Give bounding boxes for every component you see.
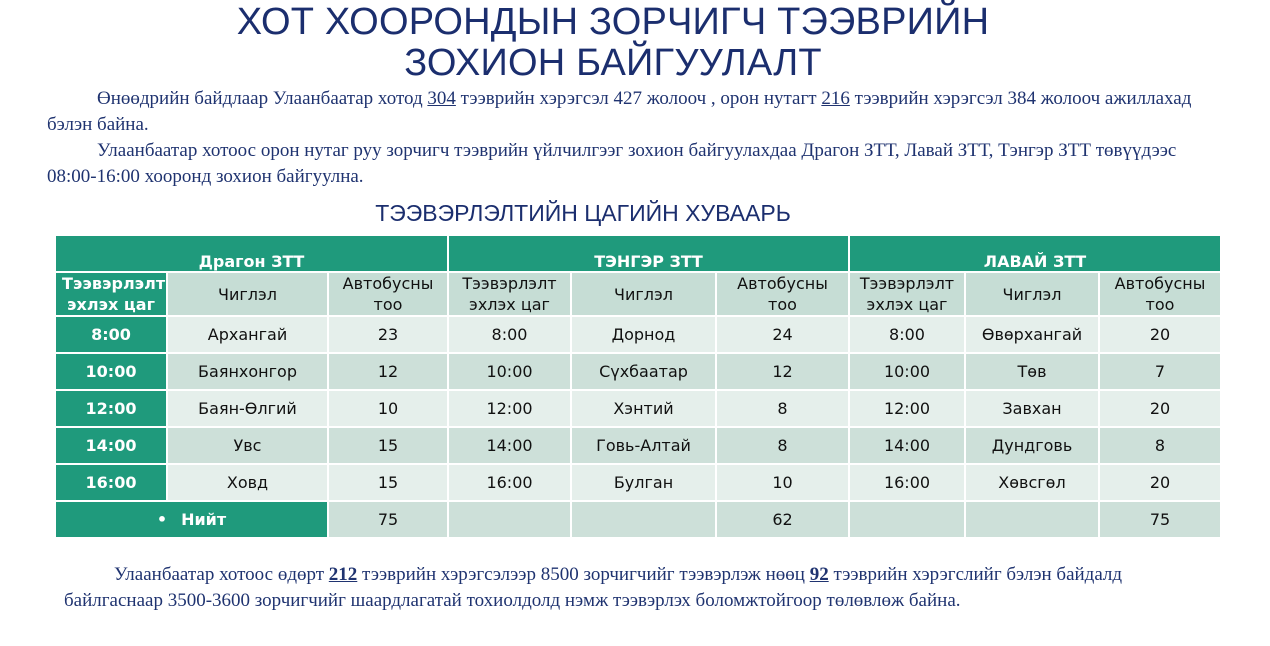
tenger-count-cell: 12 [716, 353, 849, 390]
outro-text-c: тээврийн хэрэгслийг бэлэн байдалд байлгаснаар 3500-3600 зорчигчийг шаардлагатай тохиолдолд нэмж тээвэрлэх боломжтойгоор төлөвлөж байна. [64, 564, 1123, 611]
dragon-time-cell: 14:00 [55, 427, 167, 464]
table-row [55, 316, 1221, 353]
schedule-table [54, 234, 1222, 539]
dragon-count-cell: 10 [328, 390, 448, 427]
lavai-count-cell: 8 [1099, 427, 1221, 464]
rural-vehicle-count: 216 [821, 88, 850, 109]
lavai-total-cell: 75 [1099, 501, 1221, 538]
table-row [55, 464, 1221, 501]
lavai-route-cell: Завхан [965, 390, 1099, 427]
lavai-time-cell: 16:00 [849, 464, 965, 501]
tenger-route-cell: Дорнод [571, 316, 716, 353]
lavai-route-cell: Дундговь [965, 427, 1099, 464]
lavai-count-cell: 20 [1099, 390, 1221, 427]
col-header-bus-count: Автобусны тоо [716, 272, 849, 316]
dragon-time-cell: 12:00 [55, 390, 167, 427]
dragon-time-cell: 16:00 [55, 464, 167, 501]
tenger-count-cell: 10 [716, 464, 849, 501]
tenger-time-cell: 10:00 [448, 353, 571, 390]
total-label: Нийт [181, 510, 227, 529]
intro-text-c: тээврийн хэрэгсэл 384 жолооч ажиллахад бэлэн байна. [47, 88, 1192, 135]
bullet-icon: • [156, 510, 168, 529]
group-header-tenger: ТЭНГЭР ЗТТ [448, 235, 849, 272]
dragon-count-cell: 23 [328, 316, 448, 353]
dragon-route-cell: Баян-Өлгий [167, 390, 328, 427]
col-header-route: Чиглэл [571, 272, 716, 316]
empty-cell [448, 501, 571, 538]
group-header-row [55, 235, 1221, 272]
tenger-route-cell: Хэнтий [571, 390, 716, 427]
tenger-count-cell: 24 [716, 316, 849, 353]
lavai-route-cell: Төв [965, 353, 1099, 390]
intro-text-b: тээврийн хэрэгсэл 427 жолооч , орон нутагт [455, 88, 822, 109]
intro-text-a: Өнөөдрийн байдлаар Улаанбаатар хотод [97, 88, 428, 109]
group-header-lavai: ЛАВАЙ ЗТТ [849, 235, 1221, 272]
tenger-time-cell: 12:00 [448, 390, 571, 427]
title-line-2: ЗОХИОН БАЙГУУЛАЛТ [404, 42, 822, 84]
tenger-time-cell: 16:00 [448, 464, 571, 501]
col-header-bus-count: Автобусны тоо [328, 272, 448, 316]
dragon-time-cell: 10:00 [55, 353, 167, 390]
lavai-time-cell: 14:00 [849, 427, 965, 464]
lavai-route-cell: Өвөрхангай [965, 316, 1099, 353]
daily-vehicle-count: 212 [328, 564, 358, 585]
col-header-start-time: Тээвэрлэлт эхлэх цаг [448, 272, 571, 316]
lavai-count-cell: 7 [1099, 353, 1221, 390]
dragon-route-cell: Архангай [167, 316, 328, 353]
empty-cell [849, 501, 965, 538]
tenger-route-cell: Сүхбаатар [571, 353, 716, 390]
column-header-row [55, 272, 1221, 316]
dragon-route-cell: Баянхонгор [167, 353, 328, 390]
empty-cell [571, 501, 716, 538]
col-header-route: Чиглэл [167, 272, 328, 316]
tenger-route-cell: Говь-Алтай [571, 427, 716, 464]
dragon-total-cell: 75 [328, 501, 448, 538]
outro-paragraph [64, 562, 1204, 614]
lavai-time-cell: 8:00 [849, 316, 965, 353]
lavai-time-cell: 10:00 [849, 353, 965, 390]
lavai-route-cell: Хөвсгөл [965, 464, 1099, 501]
lavai-count-cell: 20 [1099, 316, 1221, 353]
table-row [55, 390, 1221, 427]
outro-text-a: Улаанбаатар хотоос өдөрт [114, 564, 329, 585]
dragon-route-cell: Увс [167, 427, 328, 464]
total-label-cell [55, 501, 328, 538]
dragon-route-cell: Ховд [167, 464, 328, 501]
dragon-count-cell: 15 [328, 464, 448, 501]
page-title [0, 2, 1226, 84]
tenger-count-cell: 8 [716, 427, 849, 464]
lavai-time-cell: 12:00 [849, 390, 965, 427]
col-header-start-time: Тээвэрлэлт эхлэх цаг [55, 272, 167, 316]
table-row [55, 427, 1221, 464]
lavai-count-cell: 20 [1099, 464, 1221, 501]
outro-text-b: тээврийн хэрэгсэлээр 8500 зорчигчийг тээвэрлэж нөөц [357, 564, 810, 585]
reserve-vehicle-count: 92 [809, 564, 829, 585]
group-header-dragon: Драгон ЗТТ [55, 235, 448, 272]
schedule-title: ТЭЭВЭРЛЭЛТИЙН ЦАГИЙН ХУВААРЬ [375, 200, 791, 226]
tenger-time-cell: 8:00 [448, 316, 571, 353]
tenger-route-cell: Булган [571, 464, 716, 501]
title-line-1: ХОТ ХООРОНДЫН ЗОРЧИГЧ ТЭЭВРИЙН [236, 1, 990, 43]
tenger-time-cell: 14:00 [448, 427, 571, 464]
intro-paragraph-1 [47, 86, 1222, 138]
col-header-route: Чиглэл [965, 272, 1099, 316]
tenger-total-cell: 62 [716, 501, 849, 538]
col-header-bus-count: Автобусны тоо [1099, 272, 1221, 316]
dragon-time-cell: 8:00 [55, 316, 167, 353]
tenger-count-cell: 8 [716, 390, 849, 427]
dragon-count-cell: 12 [328, 353, 448, 390]
empty-cell [965, 501, 1099, 538]
col-header-start-time: Тээвэрлэлт эхлэх цаг [849, 272, 965, 316]
intro-paragraph-2: Улаанбаатар хотоос орон нутаг руу зорчигч тээврийн үйлчилгээг зохион байгуулахдаа Драгон ЗТТ, Лавай ЗТТ, Тэнгэр ЗТТ төвүүдээс 08:00-16:00 хооронд зохион байгуулна. [47, 140, 1177, 187]
city-vehicle-count: 304 [427, 88, 456, 109]
table-row [55, 353, 1221, 390]
total-row [55, 501, 1221, 538]
dragon-count-cell: 15 [328, 427, 448, 464]
